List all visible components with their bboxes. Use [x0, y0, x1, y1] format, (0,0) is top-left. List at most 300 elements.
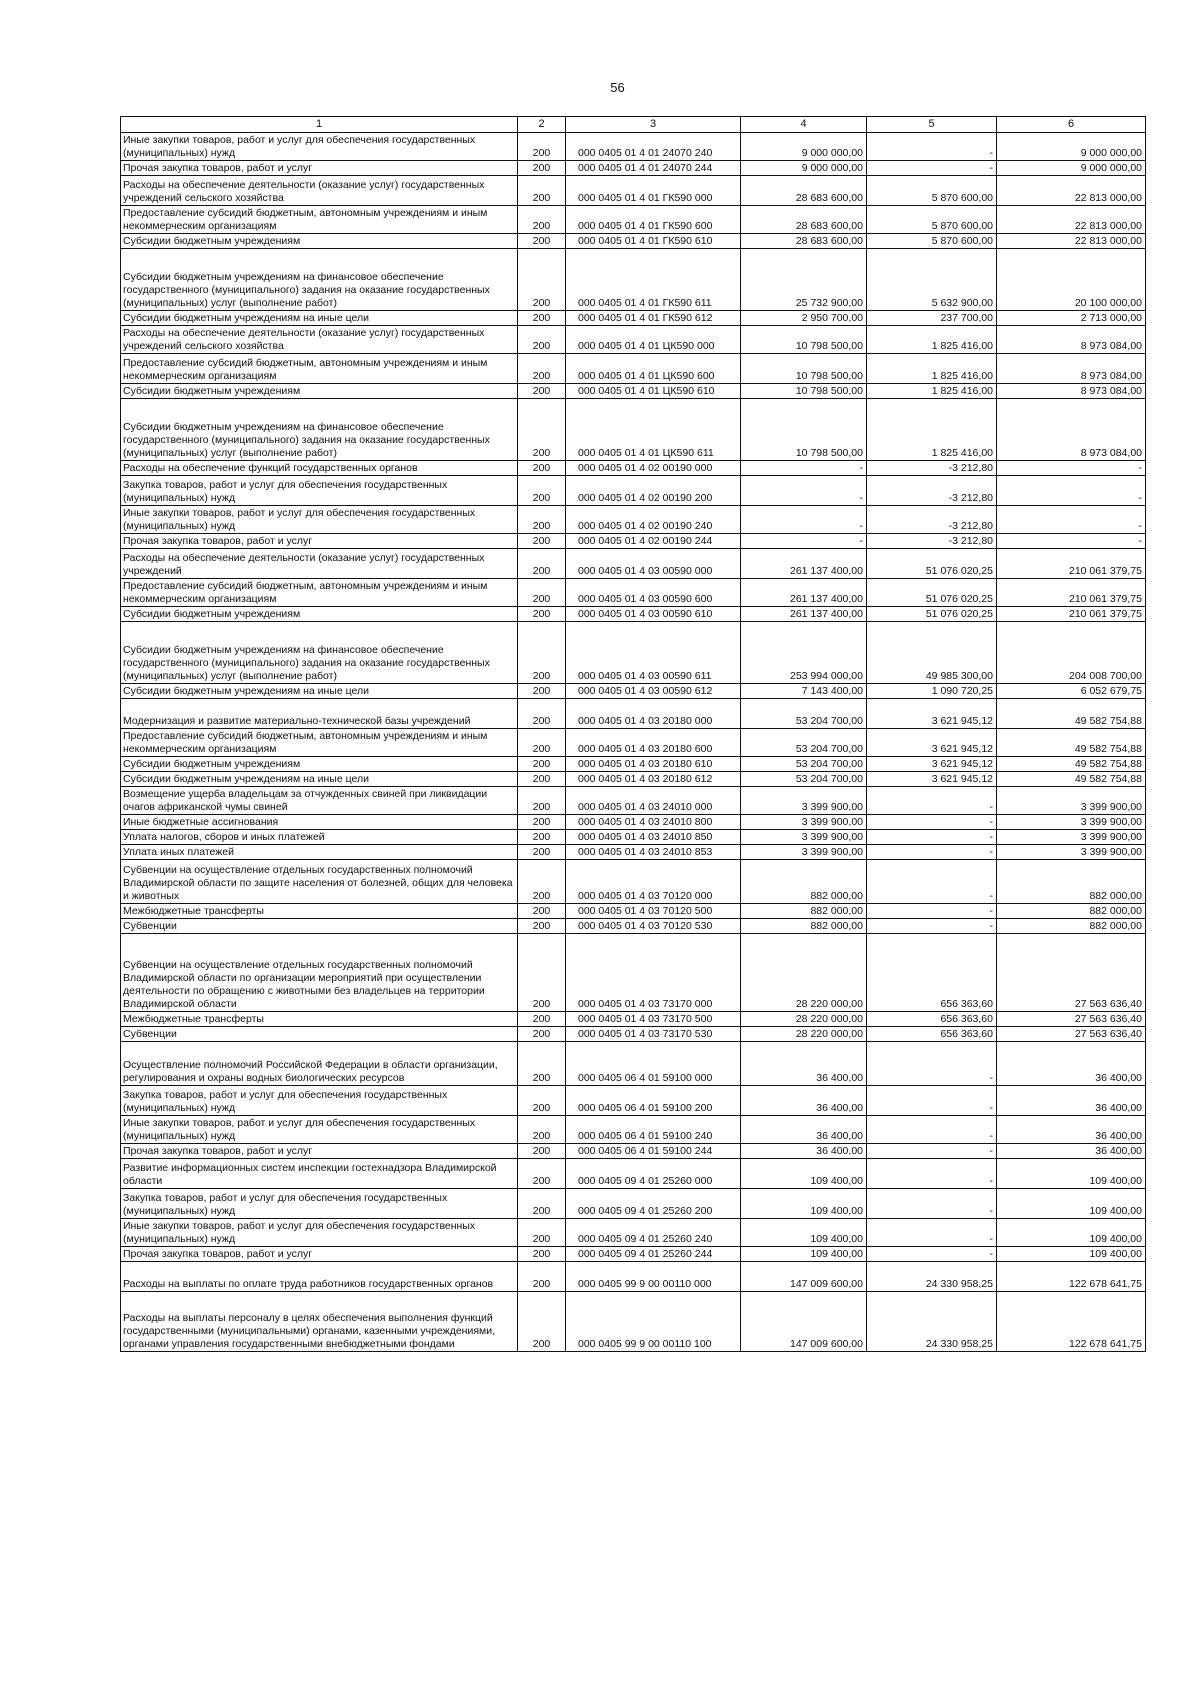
row-budget-code-cell: 000 0405 01 4 03 00590 612: [566, 684, 741, 699]
row-budget-code-cell: 000 0405 01 4 03 73170 000: [566, 934, 741, 1012]
row-executed-amount-cell: -: [867, 1189, 997, 1219]
row-line-code-cell: 200: [518, 234, 566, 249]
row-unexecuted-amount-cell: 27 563 636,40: [997, 934, 1146, 1012]
row-budget-code-cell: 000 0405 09 4 01 25260 244: [566, 1247, 741, 1262]
row-name-cell: Субсидии бюджетным учреждениям: [121, 757, 518, 772]
row-unexecuted-amount-cell: 20 100 000,00: [997, 249, 1146, 311]
row-unexecuted-amount-cell: 49 582 754,88: [997, 757, 1146, 772]
row-budget-code-cell: 000 0405 01 4 02 00190 244: [566, 534, 741, 549]
row-unexecuted-amount-cell: 109 400,00: [997, 1189, 1146, 1219]
row-name-cell: Субсидии бюджетным учреждениям на иные цели: [121, 311, 518, 326]
row-executed-amount-cell: -3 212,80: [867, 506, 997, 534]
row-budget-code-cell: 000 0405 06 4 01 59100 244: [566, 1144, 741, 1159]
table-row: [121, 607, 1146, 622]
row-line-code-cell: 200: [518, 176, 566, 206]
row-unexecuted-amount-cell: 6 052 679,75: [997, 684, 1146, 699]
row-name-cell: Предоставление субсидий бюджетным, автономным учреждениям и иным некоммерческим организациям: [121, 354, 518, 384]
row-unexecuted-amount-cell: 9 000 000,00: [997, 161, 1146, 176]
row-budget-code-cell: 000 0405 06 4 01 59100 000: [566, 1042, 741, 1086]
row-budget-code-cell: 000 0405 09 4 01 25260 240: [566, 1219, 741, 1247]
row-approved-amount-cell: 53 204 700,00: [741, 772, 867, 787]
row-name-cell: Расходы на выплаты по оплате труда работников государственных органов: [121, 1262, 518, 1292]
table-row: [121, 1012, 1146, 1027]
row-line-code-cell: 200: [518, 476, 566, 506]
row-line-code-cell: 200: [518, 506, 566, 534]
row-unexecuted-amount-cell: 49 582 754,88: [997, 699, 1146, 729]
row-unexecuted-amount-cell: 49 582 754,88: [997, 772, 1146, 787]
row-executed-amount-cell: 5 870 600,00: [867, 206, 997, 234]
row-unexecuted-amount-cell: -: [997, 476, 1146, 506]
row-executed-amount-cell: -: [867, 133, 997, 161]
row-approved-amount-cell: 882 000,00: [741, 904, 867, 919]
row-approved-amount-cell: 10 798 500,00: [741, 326, 867, 354]
row-executed-amount-cell: -: [867, 1086, 997, 1116]
row-approved-amount-cell: 53 204 700,00: [741, 699, 867, 729]
row-executed-amount-cell: 3 621 945,12: [867, 699, 997, 729]
row-name-cell: Предоставление субсидий бюджетным, автономным учреждениям и иным некоммерческим организациям: [121, 206, 518, 234]
row-name-cell: Предоставление субсидий бюджетным, автономным учреждениям и иным некоммерческим организациям: [121, 729, 518, 757]
row-unexecuted-amount-cell: 210 061 379,75: [997, 579, 1146, 607]
row-unexecuted-amount-cell: 210 061 379,75: [997, 549, 1146, 579]
row-name-cell: Иные закупки товаров, работ и услуг для обеспечения государственных (муниципальных) нужд: [121, 133, 518, 161]
row-approved-amount-cell: 28 220 000,00: [741, 1012, 867, 1027]
row-line-code-cell: 200: [518, 729, 566, 757]
row-budget-code-cell: 000 0405 01 4 01 ЦК590 000: [566, 326, 741, 354]
row-unexecuted-amount-cell: 36 400,00: [997, 1116, 1146, 1144]
row-executed-amount-cell: -: [867, 1042, 997, 1086]
table-row: [121, 904, 1146, 919]
row-unexecuted-amount-cell: 882 000,00: [997, 860, 1146, 904]
row-executed-amount-cell: -3 212,80: [867, 461, 997, 476]
row-line-code-cell: 200: [518, 549, 566, 579]
table-row: [121, 699, 1146, 729]
row-approved-amount-cell: 2 950 700,00: [741, 311, 867, 326]
table-row: [121, 354, 1146, 384]
row-unexecuted-amount-cell: 882 000,00: [997, 919, 1146, 934]
row-executed-amount-cell: 656 363,60: [867, 1027, 997, 1042]
row-line-code-cell: 200: [518, 830, 566, 845]
table-row: [121, 249, 1146, 311]
row-line-code-cell: 200: [518, 1159, 566, 1189]
row-approved-amount-cell: 3 399 900,00: [741, 815, 867, 830]
row-unexecuted-amount-cell: 49 582 754,88: [997, 729, 1146, 757]
row-approved-amount-cell: 882 000,00: [741, 919, 867, 934]
row-line-code-cell: 200: [518, 1116, 566, 1144]
row-line-code-cell: 200: [518, 815, 566, 830]
table-row: [121, 934, 1146, 1012]
column-header-6: 6: [997, 117, 1146, 133]
row-approved-amount-cell: 36 400,00: [741, 1086, 867, 1116]
row-executed-amount-cell: 1 825 416,00: [867, 399, 997, 461]
row-budget-code-cell: 000 0405 01 4 02 00190 240: [566, 506, 741, 534]
row-approved-amount-cell: 261 137 400,00: [741, 549, 867, 579]
row-name-cell: Межбюджетные трансферты: [121, 1012, 518, 1027]
row-line-code-cell: 200: [518, 1292, 566, 1352]
row-approved-amount-cell: 3 399 900,00: [741, 845, 867, 860]
row-name-cell: Субсидии бюджетным учреждениям на финансовое обеспечение государственного (муниципального) задания на оказание государственных (муниципальных) услуг (выполнение работ): [121, 622, 518, 684]
row-executed-amount-cell: -: [867, 815, 997, 830]
row-budget-code-cell: 000 0405 01 4 03 24010 850: [566, 830, 741, 845]
row-unexecuted-amount-cell: 882 000,00: [997, 904, 1146, 919]
table-row: [121, 1027, 1146, 1042]
row-name-cell: Субсидии бюджетным учреждениям: [121, 234, 518, 249]
table-row: [121, 133, 1146, 161]
row-name-cell: Возмещение ущерба владельцам за отчужденных свиней при ликвидации очагов африканской чумы свиней: [121, 787, 518, 815]
row-approved-amount-cell: 10 798 500,00: [741, 354, 867, 384]
row-name-cell: Межбюджетные трансферты: [121, 904, 518, 919]
row-unexecuted-amount-cell: 2 713 000,00: [997, 311, 1146, 326]
row-unexecuted-amount-cell: 27 563 636,40: [997, 1027, 1146, 1042]
table-row: [121, 176, 1146, 206]
row-budget-code-cell: 000 0405 01 4 02 00190 000: [566, 461, 741, 476]
row-approved-amount-cell: 28 220 000,00: [741, 1027, 867, 1042]
row-line-code-cell: 200: [518, 860, 566, 904]
row-name-cell: Модернизация и развитие материально-технической базы учреждений: [121, 699, 518, 729]
row-name-cell: Субсидии бюджетным учреждениям: [121, 607, 518, 622]
row-budget-code-cell: 000 0405 01 4 01 ГК590 611: [566, 249, 741, 311]
row-name-cell: Иные бюджетные ассигнования: [121, 815, 518, 830]
row-approved-amount-cell: 36 400,00: [741, 1042, 867, 1086]
row-executed-amount-cell: 237 700,00: [867, 311, 997, 326]
row-executed-amount-cell: 1 825 416,00: [867, 354, 997, 384]
page-number: 56: [610, 80, 625, 95]
row-executed-amount-cell: -: [867, 830, 997, 845]
row-budget-code-cell: 000 0405 01 4 03 20180 600: [566, 729, 741, 757]
row-name-cell: Прочая закупка товаров, работ и услуг: [121, 161, 518, 176]
row-name-cell: Закупка товаров, работ и услуг для обеспечения государственных (муниципальных) нужд: [121, 1086, 518, 1116]
row-line-code-cell: 200: [518, 1189, 566, 1219]
row-name-cell: Осуществление полномочий Российской Федерации в области организации, регулирования и охраны водных биологических ресурсов: [121, 1042, 518, 1086]
row-line-code-cell: 200: [518, 845, 566, 860]
row-budget-code-cell: 000 0405 01 4 03 20180 000: [566, 699, 741, 729]
row-unexecuted-amount-cell: 109 400,00: [997, 1247, 1146, 1262]
row-unexecuted-amount-cell: 3 399 900,00: [997, 830, 1146, 845]
row-approved-amount-cell: 28 220 000,00: [741, 934, 867, 1012]
table-row: [121, 845, 1146, 860]
row-budget-code-cell: 000 0405 06 4 01 59100 200: [566, 1086, 741, 1116]
row-name-cell: Субсидии бюджетным учреждениям на иные цели: [121, 772, 518, 787]
table-row: [121, 476, 1146, 506]
table-row: [121, 772, 1146, 787]
row-name-cell: Субсидии бюджетным учреждениям на иные цели: [121, 684, 518, 699]
row-line-code-cell: 200: [518, 1219, 566, 1247]
column-header-1: 1: [121, 117, 518, 133]
row-executed-amount-cell: -: [867, 787, 997, 815]
row-budget-code-cell: 000 0405 01 4 02 00190 200: [566, 476, 741, 506]
row-name-cell: Иные закупки товаров, работ и услуг для обеспечения государственных (муниципальных) нужд: [121, 1116, 518, 1144]
row-approved-amount-cell: 109 400,00: [741, 1159, 867, 1189]
row-budget-code-cell: 000 0405 01 4 03 24010 000: [566, 787, 741, 815]
row-name-cell: Уплата иных платежей: [121, 845, 518, 860]
row-line-code-cell: 200: [518, 161, 566, 176]
row-executed-amount-cell: 24 330 958,25: [867, 1292, 997, 1352]
table-row: [121, 549, 1146, 579]
row-line-code-cell: 200: [518, 684, 566, 699]
row-name-cell: Расходы на обеспечение деятельности (оказание услуг) государственных учреждений сельского хозяйства: [121, 326, 518, 354]
row-line-code-cell: 200: [518, 461, 566, 476]
row-unexecuted-amount-cell: -: [997, 461, 1146, 476]
table-row: [121, 206, 1146, 234]
table-row: [121, 1262, 1146, 1292]
row-name-cell: Субсидии бюджетным учреждениям: [121, 384, 518, 399]
row-executed-amount-cell: 51 076 020,25: [867, 579, 997, 607]
row-line-code-cell: 200: [518, 1247, 566, 1262]
row-approved-amount-cell: -: [741, 476, 867, 506]
row-name-cell: Предоставление субсидий бюджетным, автономным учреждениям и иным некоммерческим организациям: [121, 579, 518, 607]
row-line-code-cell: 200: [518, 384, 566, 399]
row-name-cell: Прочая закупка товаров, работ и услуг: [121, 534, 518, 549]
row-executed-amount-cell: -: [867, 1144, 997, 1159]
row-unexecuted-amount-cell: 22 813 000,00: [997, 176, 1146, 206]
row-unexecuted-amount-cell: 9 000 000,00: [997, 133, 1146, 161]
row-line-code-cell: 200: [518, 904, 566, 919]
row-executed-amount-cell: -3 212,80: [867, 534, 997, 549]
row-name-cell: Закупка товаров, работ и услуг для обеспечения государственных (муниципальных) нужд: [121, 476, 518, 506]
table-row: [121, 1042, 1146, 1086]
row-approved-amount-cell: 28 683 600,00: [741, 206, 867, 234]
row-budget-code-cell: 000 0405 01 4 03 70120 530: [566, 919, 741, 934]
row-name-cell: Иные закупки товаров, работ и услуг для обеспечения государственных (муниципальных) нужд: [121, 1219, 518, 1247]
table-row: [121, 579, 1146, 607]
row-name-cell: Уплата налогов, сборов и иных платежей: [121, 830, 518, 845]
row-unexecuted-amount-cell: 36 400,00: [997, 1144, 1146, 1159]
row-unexecuted-amount-cell: 36 400,00: [997, 1042, 1146, 1086]
row-line-code-cell: 200: [518, 607, 566, 622]
row-unexecuted-amount-cell: 109 400,00: [997, 1159, 1146, 1189]
row-line-code-cell: 200: [518, 1144, 566, 1159]
row-approved-amount-cell: 261 137 400,00: [741, 579, 867, 607]
row-budget-code-cell: 000 0405 01 4 03 70120 000: [566, 860, 741, 904]
row-budget-code-cell: 000 0405 01 4 01 ГК590 600: [566, 206, 741, 234]
row-budget-code-cell: 000 0405 01 4 03 00590 000: [566, 549, 741, 579]
table-row: [121, 1144, 1146, 1159]
row-unexecuted-amount-cell: 210 061 379,75: [997, 607, 1146, 622]
row-budget-code-cell: 000 0405 09 4 01 25260 200: [566, 1189, 741, 1219]
table-row: [121, 830, 1146, 845]
row-name-cell: Иные закупки товаров, работ и услуг для обеспечения государственных (муниципальных) нужд: [121, 506, 518, 534]
row-approved-amount-cell: 109 400,00: [741, 1247, 867, 1262]
table-row: [121, 622, 1146, 684]
row-budget-code-cell: 000 0405 01 4 01 24070 244: [566, 161, 741, 176]
row-executed-amount-cell: 51 076 020,25: [867, 549, 997, 579]
row-name-cell: Расходы на обеспечение функций государственных органов: [121, 461, 518, 476]
table-row: [121, 1189, 1146, 1219]
table-row: [121, 234, 1146, 249]
row-executed-amount-cell: 1 825 416,00: [867, 326, 997, 354]
row-executed-amount-cell: -: [867, 1247, 997, 1262]
budget-execution-table: [120, 116, 1146, 1352]
row-line-code-cell: 200: [518, 1262, 566, 1292]
row-line-code-cell: 200: [518, 772, 566, 787]
row-approved-amount-cell: 28 683 600,00: [741, 234, 867, 249]
table-row: [121, 534, 1146, 549]
row-unexecuted-amount-cell: 109 400,00: [997, 1219, 1146, 1247]
row-budget-code-cell: 000 0405 01 4 01 ГК590 612: [566, 311, 741, 326]
row-budget-code-cell: 000 0405 06 4 01 59100 240: [566, 1116, 741, 1144]
row-name-cell: Расходы на обеспечение деятельности (оказание услуг) государственных учреждений сельского хозяйства: [121, 176, 518, 206]
row-line-code-cell: 200: [518, 699, 566, 729]
row-approved-amount-cell: -: [741, 461, 867, 476]
table-row: [121, 1086, 1146, 1116]
row-executed-amount-cell: -: [867, 161, 997, 176]
row-approved-amount-cell: 109 400,00: [741, 1189, 867, 1219]
row-line-code-cell: 200: [518, 1086, 566, 1116]
table-body: [121, 133, 1146, 1352]
row-executed-amount-cell: -: [867, 845, 997, 860]
row-executed-amount-cell: -: [867, 904, 997, 919]
row-executed-amount-cell: 1 090 720,25: [867, 684, 997, 699]
row-unexecuted-amount-cell: 22 813 000,00: [997, 234, 1146, 249]
row-name-cell: Субсидии бюджетным учреждениям на финансовое обеспечение государственного (муниципального) задания на оказание государственных (муниципальных) услуг (выполнение работ): [121, 249, 518, 311]
column-header-5: 5: [867, 117, 997, 133]
row-approved-amount-cell: 253 994 000,00: [741, 622, 867, 684]
row-line-code-cell: 200: [518, 1027, 566, 1042]
row-approved-amount-cell: 3 399 900,00: [741, 830, 867, 845]
row-approved-amount-cell: 9 000 000,00: [741, 161, 867, 176]
row-line-code-cell: 200: [518, 934, 566, 1012]
row-line-code-cell: 200: [518, 133, 566, 161]
row-name-cell: Закупка товаров, работ и услуг для обеспечения государственных (муниципальных) нужд: [121, 1189, 518, 1219]
row-unexecuted-amount-cell: -: [997, 534, 1146, 549]
row-budget-code-cell: 000 0405 01 4 03 00590 600: [566, 579, 741, 607]
row-unexecuted-amount-cell: 3 399 900,00: [997, 815, 1146, 830]
table-row: [121, 1159, 1146, 1189]
row-approved-amount-cell: 147 009 600,00: [741, 1292, 867, 1352]
row-executed-amount-cell: 5 870 600,00: [867, 234, 997, 249]
row-budget-code-cell: 000 0405 01 4 03 24010 800: [566, 815, 741, 830]
row-budget-code-cell: 000 0405 01 4 01 24070 240: [566, 133, 741, 161]
row-line-code-cell: 200: [518, 787, 566, 815]
row-budget-code-cell: 000 0405 01 4 03 70120 500: [566, 904, 741, 919]
row-unexecuted-amount-cell: 3 399 900,00: [997, 845, 1146, 860]
row-approved-amount-cell: 3 399 900,00: [741, 787, 867, 815]
row-line-code-cell: 200: [518, 622, 566, 684]
table-row: [121, 757, 1146, 772]
row-budget-code-cell: 000 0405 01 4 01 ЦК590 600: [566, 354, 741, 384]
row-budget-code-cell: 000 0405 01 4 03 73170 500: [566, 1012, 741, 1027]
row-approved-amount-cell: 36 400,00: [741, 1144, 867, 1159]
table-row: [121, 1292, 1146, 1352]
table-row: [121, 1116, 1146, 1144]
row-name-cell: Расходы на выплаты персоналу в целях обеспечения выполнения функций государственными (муниципальными) органами, казенными учреждениями, органами управления государственными внебюджетными фондами: [121, 1292, 518, 1352]
table-row: [121, 161, 1146, 176]
row-approved-amount-cell: -: [741, 506, 867, 534]
row-budget-code-cell: 000 0405 01 4 03 73170 530: [566, 1027, 741, 1042]
table-row: [121, 384, 1146, 399]
table-row: [121, 399, 1146, 461]
row-budget-code-cell: 000 0405 01 4 03 20180 612: [566, 772, 741, 787]
table-row: [121, 729, 1146, 757]
table-row: [121, 684, 1146, 699]
row-line-code-cell: 200: [518, 757, 566, 772]
row-budget-code-cell: 000 0405 09 4 01 25260 000: [566, 1159, 741, 1189]
row-budget-code-cell: 000 0405 01 4 03 20180 610: [566, 757, 741, 772]
row-approved-amount-cell: 53 204 700,00: [741, 757, 867, 772]
row-executed-amount-cell: -: [867, 860, 997, 904]
row-executed-amount-cell: 1 825 416,00: [867, 384, 997, 399]
row-name-cell: Прочая закупка товаров, работ и услуг: [121, 1247, 518, 1262]
row-approved-amount-cell: 9 000 000,00: [741, 133, 867, 161]
row-budget-code-cell: 000 0405 99 9 00 00110 000: [566, 1262, 741, 1292]
row-budget-code-cell: 000 0405 01 4 03 00590 610: [566, 607, 741, 622]
row-executed-amount-cell: 5 870 600,00: [867, 176, 997, 206]
row-line-code-cell: 200: [518, 399, 566, 461]
row-line-code-cell: 200: [518, 579, 566, 607]
row-approved-amount-cell: -: [741, 534, 867, 549]
row-executed-amount-cell: 24 330 958,25: [867, 1262, 997, 1292]
column-header-3: 3: [566, 117, 741, 133]
row-budget-code-cell: 000 0405 01 4 01 ЦК590 611: [566, 399, 741, 461]
row-name-cell: Развитие информационных систем инспекции гостехнадзора Владимирской области: [121, 1159, 518, 1189]
row-executed-amount-cell: 3 621 945,12: [867, 757, 997, 772]
row-unexecuted-amount-cell: 22 813 000,00: [997, 206, 1146, 234]
row-executed-amount-cell: 51 076 020,25: [867, 607, 997, 622]
row-unexecuted-amount-cell: 8 973 084,00: [997, 399, 1146, 461]
row-budget-code-cell: 000 0405 01 4 01 ЦК590 610: [566, 384, 741, 399]
row-approved-amount-cell: 53 204 700,00: [741, 729, 867, 757]
row-unexecuted-amount-cell: 204 008 700,00: [997, 622, 1146, 684]
row-line-code-cell: 200: [518, 311, 566, 326]
table-row: [121, 1247, 1146, 1262]
row-line-code-cell: 200: [518, 354, 566, 384]
row-unexecuted-amount-cell: 8 973 084,00: [997, 354, 1146, 384]
row-budget-code-cell: 000 0405 99 9 00 00110 100: [566, 1292, 741, 1352]
row-line-code-cell: 200: [518, 249, 566, 311]
table-row: [121, 506, 1146, 534]
row-line-code-cell: 200: [518, 206, 566, 234]
table-row: [121, 787, 1146, 815]
row-executed-amount-cell: 656 363,60: [867, 934, 997, 1012]
row-approved-amount-cell: 882 000,00: [741, 860, 867, 904]
row-name-cell: Прочая закупка товаров, работ и услуг: [121, 1144, 518, 1159]
table-row: [121, 311, 1146, 326]
row-name-cell: Субвенции: [121, 919, 518, 934]
row-unexecuted-amount-cell: 3 399 900,00: [997, 787, 1146, 815]
table-row: [121, 461, 1146, 476]
column-header-2: 2: [518, 117, 566, 133]
row-line-code-cell: 200: [518, 534, 566, 549]
row-unexecuted-amount-cell: 8 973 084,00: [997, 384, 1146, 399]
row-approved-amount-cell: 10 798 500,00: [741, 399, 867, 461]
table-row: [121, 326, 1146, 354]
row-approved-amount-cell: 36 400,00: [741, 1116, 867, 1144]
row-executed-amount-cell: 5 632 900,00: [867, 249, 997, 311]
table-row: [121, 860, 1146, 904]
row-unexecuted-amount-cell: 122 678 641,75: [997, 1262, 1146, 1292]
row-line-code-cell: 200: [518, 1012, 566, 1027]
table-row: [121, 1219, 1146, 1247]
row-approved-amount-cell: 109 400,00: [741, 1219, 867, 1247]
row-line-code-cell: 200: [518, 1042, 566, 1086]
row-approved-amount-cell: 7 143 400,00: [741, 684, 867, 699]
table-row: [121, 815, 1146, 830]
row-executed-amount-cell: -3 212,80: [867, 476, 997, 506]
row-approved-amount-cell: 25 732 900,00: [741, 249, 867, 311]
row-executed-amount-cell: 656 363,60: [867, 1012, 997, 1027]
row-approved-amount-cell: 10 798 500,00: [741, 384, 867, 399]
table-row: [121, 919, 1146, 934]
row-unexecuted-amount-cell: 122 678 641,75: [997, 1292, 1146, 1352]
row-budget-code-cell: 000 0405 01 4 03 24010 853: [566, 845, 741, 860]
row-approved-amount-cell: 261 137 400,00: [741, 607, 867, 622]
row-executed-amount-cell: 3 621 945,12: [867, 772, 997, 787]
row-executed-amount-cell: -: [867, 1219, 997, 1247]
row-budget-code-cell: 000 0405 01 4 01 ГК590 610: [566, 234, 741, 249]
row-executed-amount-cell: -: [867, 1116, 997, 1144]
row-line-code-cell: 200: [518, 326, 566, 354]
row-unexecuted-amount-cell: 8 973 084,00: [997, 326, 1146, 354]
row-name-cell: Субвенции на осуществление отдельных государственных полномочий Владимирской области по организации мероприятий при осуществлении деятельности по обращению с животными без владельцев на территории Владимирской области: [121, 934, 518, 1012]
